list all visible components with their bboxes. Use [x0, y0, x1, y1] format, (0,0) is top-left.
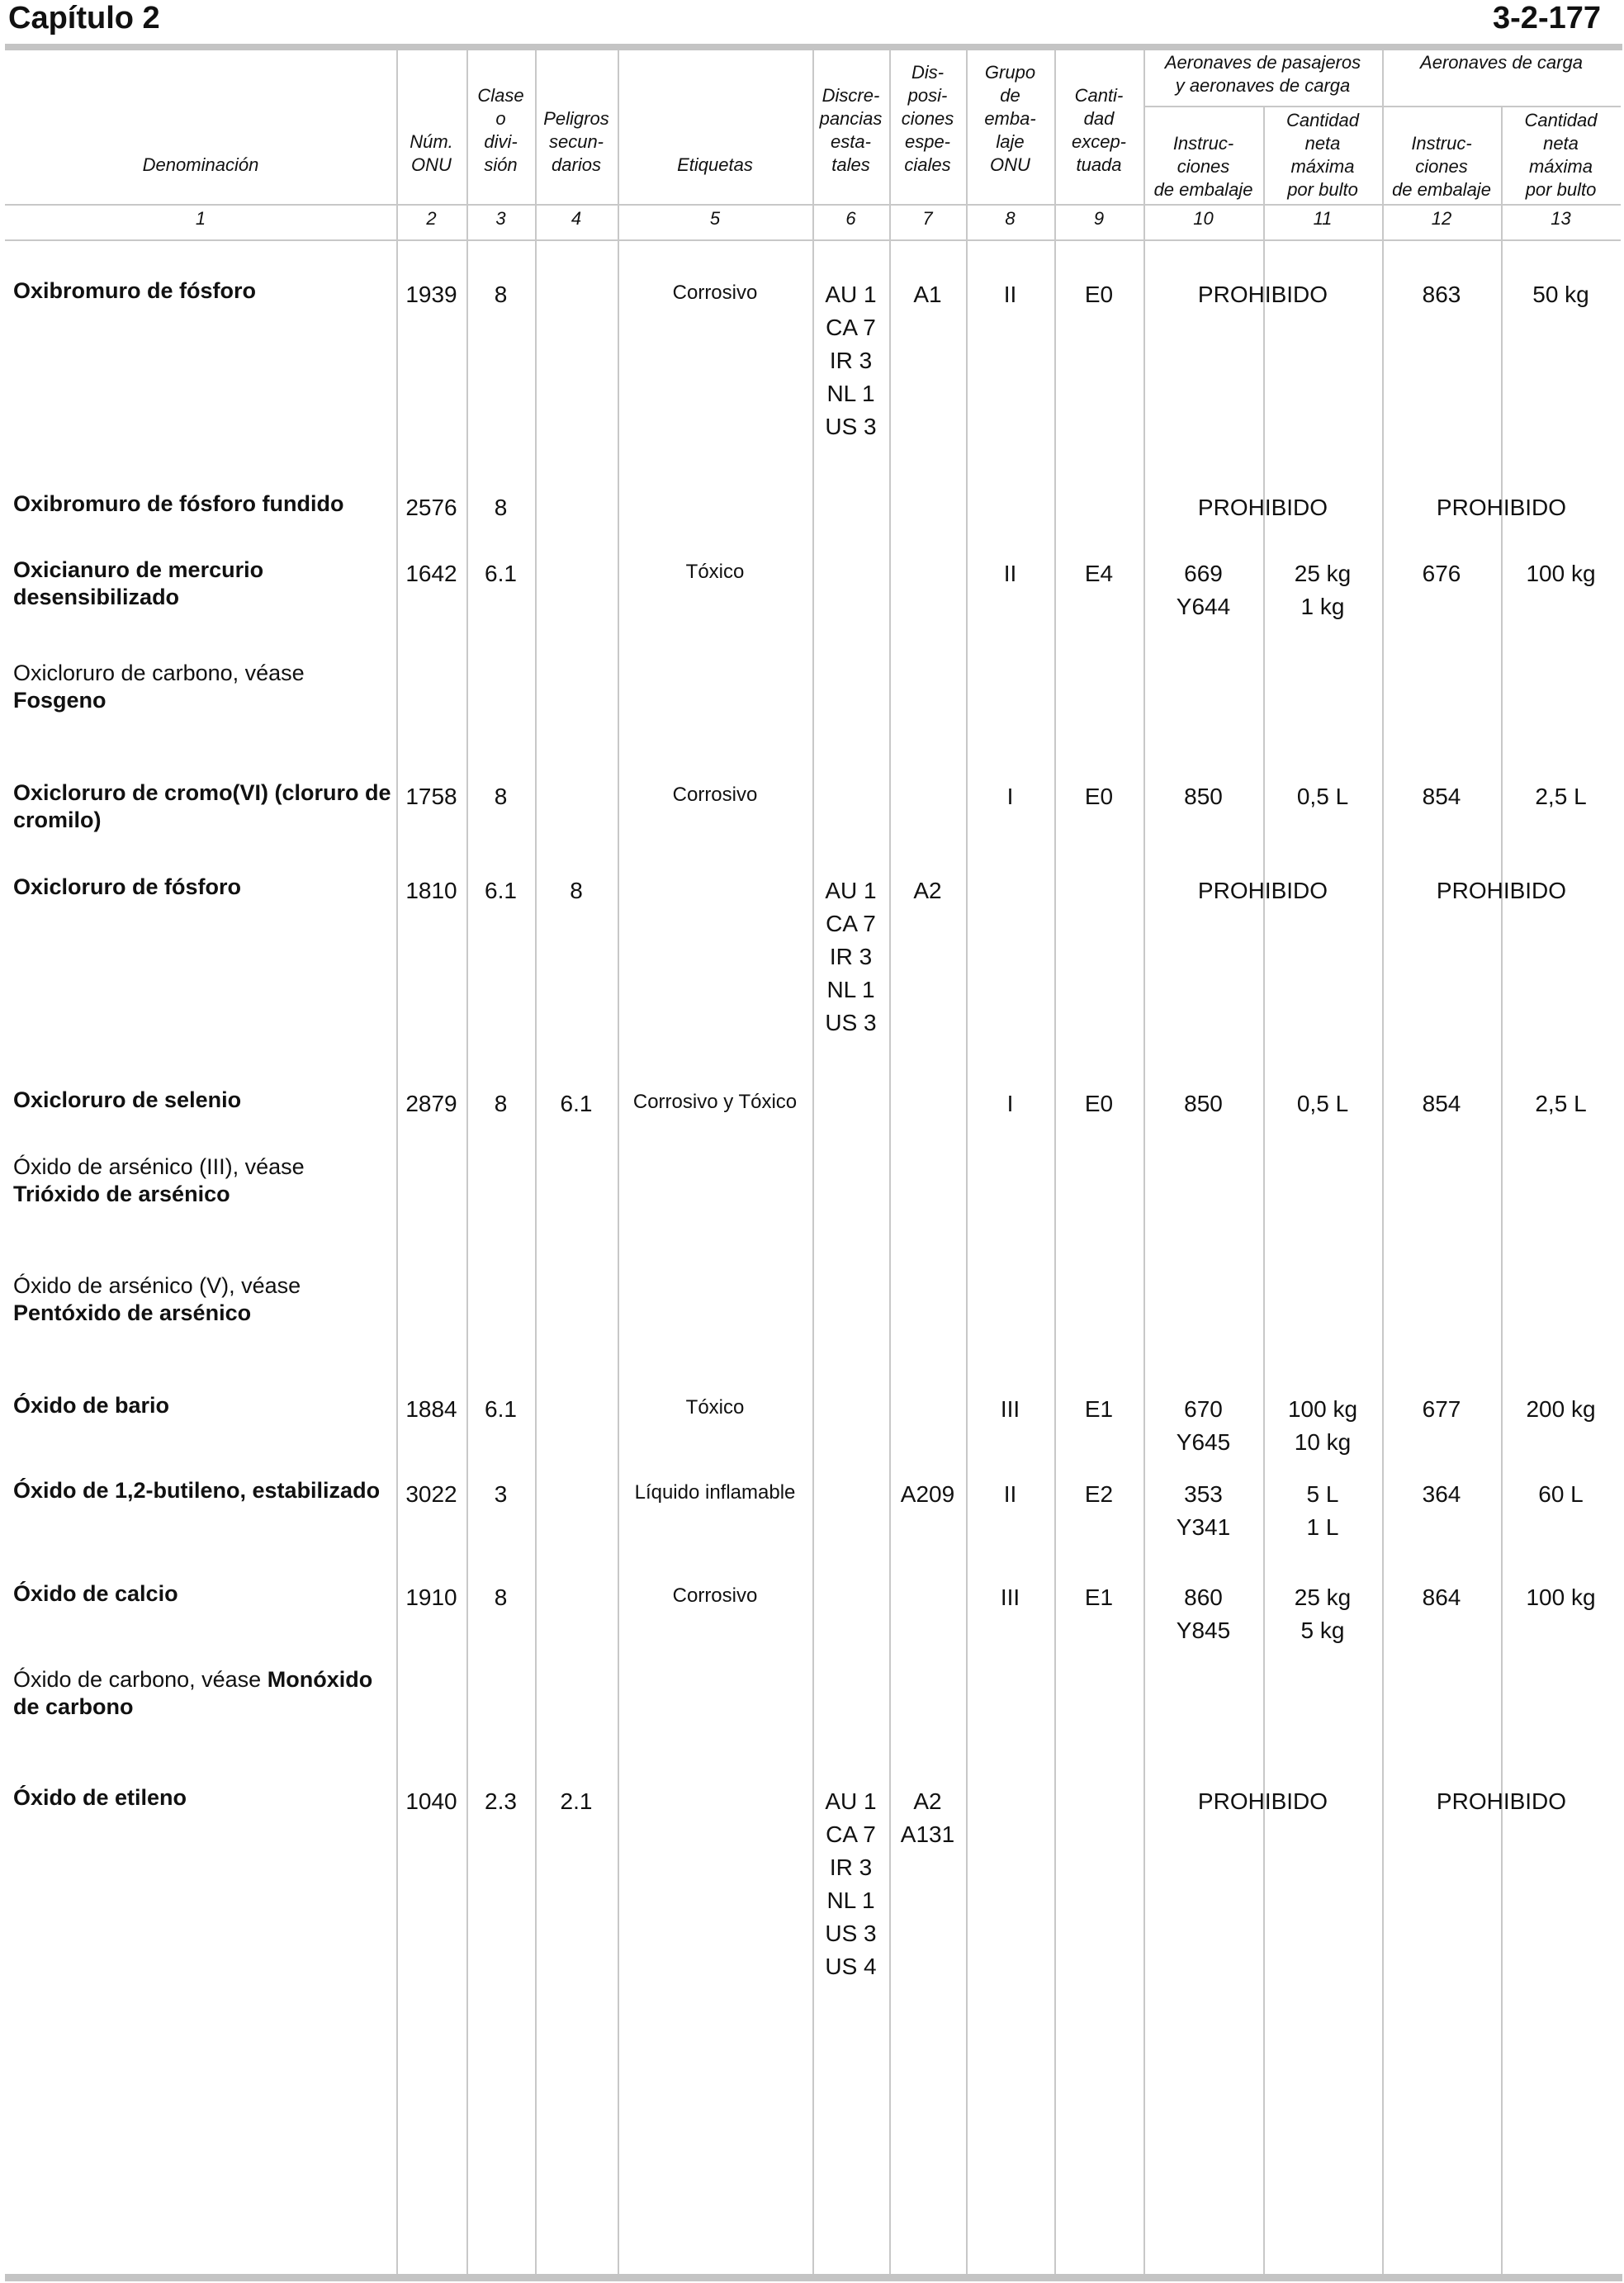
- table-row-name: Oxicloruro de carbono, véase Fosgeno: [13, 661, 305, 713]
- class-division: 6.1: [485, 878, 517, 903]
- packing-group: III: [1000, 1584, 1020, 1610]
- class-division: 3: [494, 1481, 508, 1507]
- class-division: 2.3: [485, 1788, 517, 1814]
- header-grupo: Grupo de emba- laje ONU: [984, 62, 1036, 175]
- column-number: 8: [1005, 208, 1016, 229]
- passenger-max-quantity: 0,5 L: [1296, 1091, 1349, 1116]
- special-provisions: A209: [900, 1481, 955, 1507]
- cargo-packing-instruction: 676: [1422, 561, 1461, 586]
- cargo-max-quantity: 60 L: [1538, 1481, 1584, 1507]
- column-divider: [1054, 50, 1056, 2274]
- bottom-rule: [5, 2274, 1622, 2281]
- state-variations: AU 1 CA 7 IR 3 NL 1 US 3: [825, 282, 877, 439]
- passenger-packing-instruction: 670 Y645: [1176, 1396, 1231, 1455]
- hazard-label: Corrosivo: [672, 784, 758, 806]
- hazard-label: Tóxico: [685, 561, 745, 583]
- table-row-name: Oxicianuro de mercurio desensibilizado: [13, 557, 264, 609]
- cargo-max-quantity: 2,5 L: [1535, 1091, 1587, 1116]
- passenger-packing-instruction: 860 Y845: [1176, 1584, 1231, 1643]
- un-number: 1939: [405, 282, 457, 307]
- table-row-name: Oxicloruro de selenio: [13, 1087, 242, 1112]
- un-number: 2879: [405, 1091, 457, 1116]
- column-number: 2: [426, 208, 437, 229]
- special-provisions: A2: [913, 878, 942, 903]
- class-division: 8: [494, 495, 508, 520]
- hazard-label: Líquido inflamable: [634, 1481, 796, 1504]
- un-number: 1910: [405, 1584, 457, 1610]
- column-divider: [618, 50, 619, 2274]
- page-header: [8, 0, 1616, 43]
- packing-group: II: [1003, 561, 1017, 586]
- class-division: 8: [494, 784, 508, 809]
- table-row-name: Óxido de arsénico (III), véase Trióxido de arsénico: [13, 1154, 305, 1206]
- table-row-name: Óxido de carbono, véase Monóxido de carbono: [13, 1667, 373, 1719]
- column-divider: [1143, 50, 1145, 2274]
- forbidden-cargo: PROHIBIDO: [1436, 495, 1567, 520]
- passenger-max-quantity: 100 kg 10 kg: [1287, 1396, 1358, 1455]
- forbidden-passenger: PROHIBIDO: [1197, 1788, 1328, 1814]
- class-division: 8: [494, 282, 508, 307]
- cargo-packing-instruction: 854: [1422, 784, 1461, 809]
- table-row-name: Óxido de calcio: [13, 1581, 178, 1606]
- forbidden-passenger: PROHIBIDO: [1197, 878, 1328, 903]
- state-variations: AU 1 CA 7 IR 3 NL 1 US 3 US 4: [825, 1788, 877, 1979]
- column-number: 9: [1093, 208, 1105, 229]
- excepted-quantity: E1: [1084, 1584, 1114, 1610]
- column-number: 7: [922, 208, 933, 229]
- class-division: 6.1: [485, 561, 517, 586]
- passenger-packing-instruction: 850: [1184, 1091, 1223, 1116]
- header-cantidad-neta-pax: Cantidad neta máxima por bulto: [1285, 110, 1360, 200]
- subsidiary-hazard: 8: [570, 878, 583, 903]
- column-divider: [889, 50, 891, 2274]
- column-number: 1: [195, 208, 206, 229]
- header-discrepancias: Discre- pancias esta- tales: [819, 85, 883, 175]
- column-number: 5: [709, 208, 721, 229]
- passenger-max-quantity: 25 kg 1 kg: [1294, 561, 1352, 619]
- column-divider: [535, 50, 537, 2274]
- cargo-max-quantity: 100 kg: [1526, 561, 1596, 586]
- header-instrucciones-carga: Instruc- ciones de embalaje: [1392, 133, 1491, 200]
- class-division: 6.1: [485, 1396, 517, 1422]
- forbidden-passenger: PROHIBIDO: [1197, 495, 1328, 520]
- table-row-name: Óxido de bario: [13, 1393, 170, 1418]
- group-divider: [1143, 106, 1621, 107]
- cargo-packing-instruction: 854: [1422, 1091, 1461, 1116]
- forbidden-cargo: PROHIBIDO: [1436, 1788, 1567, 1814]
- chapter-title: Capítulo 2: [8, 1, 160, 36]
- passenger-max-quantity: 25 kg 5 kg: [1294, 1584, 1352, 1643]
- hazard-label: Corrosivo: [672, 282, 758, 304]
- class-division: 8: [494, 1091, 508, 1116]
- hazard-label: Tóxico: [685, 1396, 745, 1419]
- excepted-quantity: E0: [1084, 282, 1114, 307]
- column-divider: [466, 50, 468, 2274]
- forbidden-passenger: PROHIBIDO: [1197, 282, 1328, 307]
- special-provisions: A1: [913, 282, 942, 307]
- table-row-name: Oxibromuro de fósforo: [13, 278, 257, 303]
- column-number: 3: [495, 208, 506, 229]
- table-row-name: Oxicloruro de cromo(VI) (cloruro de cromilo): [13, 780, 391, 832]
- passenger-packing-instruction: 669 Y644: [1176, 561, 1231, 619]
- table-row-name: Oxicloruro de fósforo: [13, 874, 242, 899]
- cargo-packing-instruction: 864: [1422, 1584, 1461, 1610]
- table-row-name: Óxido de etileno: [13, 1785, 187, 1810]
- column-divider: [1263, 107, 1265, 2274]
- column-number: 11: [1313, 208, 1333, 229]
- table-row-name: Oxibromuro de fósforo fundido: [13, 491, 344, 516]
- special-provisions: A2 A131: [900, 1788, 955, 1847]
- hazard-label: Corrosivo: [672, 1584, 758, 1607]
- header-peligros: Peligros secun- darios: [543, 108, 609, 175]
- column-number: 12: [1431, 208, 1452, 229]
- passenger-max-quantity: 5 L 1 L: [1306, 1481, 1339, 1540]
- header-num-onu: Núm. ONU: [410, 131, 453, 175]
- un-number: 3022: [405, 1481, 457, 1507]
- header-divider: [5, 204, 1621, 206]
- column-divider: [396, 50, 398, 2274]
- un-number: 1758: [405, 784, 457, 809]
- un-number: 1040: [405, 1788, 457, 1814]
- packing-group: II: [1003, 1481, 1017, 1507]
- header-cantidad-neta-carga: Cantidad neta máxima por bulto: [1524, 110, 1598, 200]
- subsidiary-hazard: 6.1: [560, 1091, 593, 1116]
- column-number: 4: [571, 208, 582, 229]
- excepted-quantity: E0: [1084, 1091, 1114, 1116]
- passenger-max-quantity: 0,5 L: [1296, 784, 1349, 809]
- header-denominacion: Denominación: [142, 154, 259, 175]
- packing-group: III: [1000, 1396, 1020, 1422]
- passenger-packing-instruction: 850: [1184, 784, 1223, 809]
- cargo-max-quantity: 200 kg: [1526, 1396, 1596, 1422]
- packing-group: I: [1006, 1091, 1014, 1116]
- class-division: 8: [494, 1584, 508, 1610]
- column-divider: [1382, 50, 1384, 2274]
- un-number: 1810: [405, 878, 457, 903]
- cargo-max-quantity: 50 kg: [1532, 282, 1589, 307]
- table-row-name: Óxido de 1,2-butileno, estabilizado: [13, 1478, 381, 1503]
- un-number: 2576: [405, 495, 457, 520]
- cargo-packing-instruction: 677: [1422, 1396, 1461, 1422]
- header-group-carga: Aeronaves de carga: [1420, 52, 1583, 73]
- state-variations: AU 1 CA 7 IR 3 NL 1 US 3: [825, 878, 877, 1035]
- excepted-quantity: E2: [1084, 1481, 1114, 1507]
- passenger-packing-instruction: 353 Y341: [1176, 1481, 1231, 1540]
- column-number: 10: [1193, 208, 1214, 229]
- header-disposiciones: Dis- posi- ciones espe- ciales: [901, 62, 954, 175]
- header-clase: Clase o divi- sión: [477, 85, 524, 175]
- cargo-packing-instruction: 364: [1422, 1481, 1461, 1507]
- excepted-quantity: E4: [1084, 561, 1114, 586]
- column-divider: [1501, 107, 1503, 2274]
- column-number: 13: [1551, 208, 1571, 229]
- hazard-label: Corrosivo y Tóxico: [632, 1091, 798, 1113]
- un-number: 1642: [405, 561, 457, 586]
- subsidiary-hazard: 2.1: [560, 1788, 593, 1814]
- header-cantidad-exceptuada: Canti- dad excep- tuada: [1071, 85, 1127, 175]
- cargo-max-quantity: 100 kg: [1526, 1584, 1596, 1610]
- header-etiquetas: Etiquetas: [677, 154, 753, 175]
- cargo-max-quantity: 2,5 L: [1535, 784, 1587, 809]
- column-divider: [966, 50, 968, 2274]
- excepted-quantity: E1: [1084, 1396, 1114, 1422]
- packing-group: II: [1003, 282, 1017, 307]
- top-rule: [5, 44, 1622, 50]
- packing-group: I: [1006, 784, 1014, 809]
- column-number: 6: [845, 208, 856, 229]
- table-row-name: Óxido de arsénico (V), véase Pentóxido de arsénico: [13, 1273, 301, 1325]
- forbidden-cargo: PROHIBIDO: [1436, 878, 1567, 903]
- header-divider: [5, 239, 1621, 241]
- un-number: 1884: [405, 1396, 457, 1422]
- header-instrucciones-pax: Instruc- ciones de embalaje: [1153, 133, 1253, 200]
- excepted-quantity: E0: [1084, 784, 1114, 809]
- cargo-packing-instruction: 863: [1422, 282, 1461, 307]
- header-group-pasajeros: Aeronaves de pasajeros y aeronaves de carga: [1164, 52, 1361, 96]
- page-number: 3-2-177: [1493, 1, 1601, 36]
